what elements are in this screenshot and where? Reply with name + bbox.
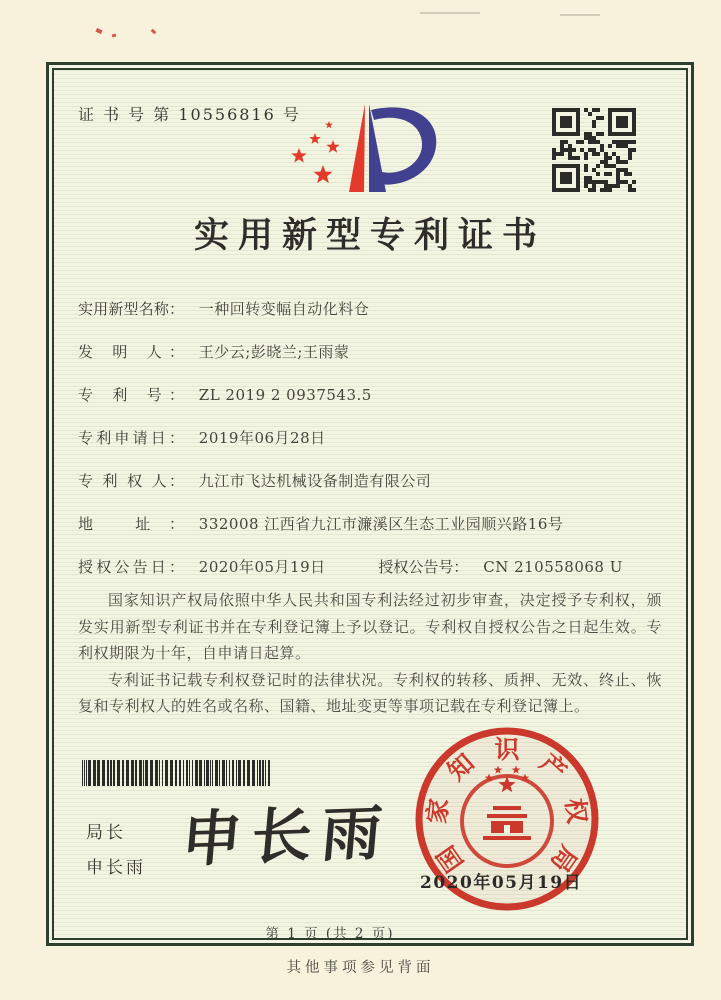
certificate-page xyxy=(52,68,688,940)
scan-artifact xyxy=(420,12,480,14)
field-label: 实用新型名称： xyxy=(78,300,184,318)
field-label: 发 明 人： xyxy=(78,343,184,361)
certificate-title: 实用新型专利证书 xyxy=(193,215,546,256)
certificate-frame xyxy=(46,62,694,946)
legal-paragraph-1: 国家知识产权局依照中华人民共和国专利法经过初步审查，决定授予专利权，颁发实用新型专利证书并在专利登记簿上予以登记。专利权自授权公告之日起生效。专利权期限为十年，自申请日起算。 xyxy=(78,591,662,662)
field-value: 九江市飞达机械设备制造有限公司 xyxy=(198,472,432,490)
signoff-block xyxy=(86,818,146,888)
svg-text:国: 国 xyxy=(431,840,470,878)
field-label: 地 址： xyxy=(78,515,184,533)
torn-edge-speck xyxy=(112,34,117,38)
field-value: 332008 江西省九江市濂溪区生态工业园顺兴路16号 xyxy=(198,515,564,533)
scan-artifact xyxy=(560,14,600,16)
field-row-patent-no xyxy=(78,386,666,404)
field-label: 授权公告日： xyxy=(78,558,184,576)
svg-text:识: 识 xyxy=(494,735,520,764)
field-rows xyxy=(78,300,666,601)
page-indicator: 第 1 页 (共 2 页) xyxy=(265,926,395,942)
field-row-inventors xyxy=(78,343,666,361)
field-row-address xyxy=(78,515,666,533)
field-row-name xyxy=(78,300,666,318)
handwritten-signature: 申长雨 xyxy=(178,797,395,876)
field-value: 2019年06月28日 xyxy=(198,429,326,447)
torn-edge-speck xyxy=(95,28,102,34)
field-label: 专 利 号： xyxy=(78,386,184,404)
svg-text:家: 家 xyxy=(422,796,454,826)
field-value: 一种回转变幅自动化料仓 xyxy=(198,300,370,318)
legal-paragraph-2: 专利证书记载专利权登记时的法律状况。专利权的转移、质押、无效、终止、恢复和专利权人的姓名或名称、国籍、地址变更等事项记载在专利登记簿上。 xyxy=(78,670,662,715)
signoff-role: 局长 xyxy=(86,823,126,843)
svg-text:知: 知 xyxy=(441,747,480,787)
field-value: 王少云;彭晓兰;王雨蒙 xyxy=(198,343,350,361)
field-label: 专 利 权 人： xyxy=(78,472,184,490)
field-row-patentee xyxy=(78,472,666,490)
cnipa-logo-icon xyxy=(279,98,449,200)
field-value: 2020年05月19日 xyxy=(198,558,326,576)
field-value: CN 210558068 U xyxy=(483,558,623,576)
torn-edge-speck xyxy=(151,29,157,35)
svg-text:局: 局 xyxy=(544,840,583,878)
svg-text:权: 权 xyxy=(560,796,592,826)
svg-text:产: 产 xyxy=(534,747,573,787)
seal-date: 2020年05月19日 xyxy=(420,873,583,893)
back-note: 其他事项参见背面 xyxy=(286,960,435,976)
barcode xyxy=(82,760,272,786)
legal-text xyxy=(78,587,662,720)
qr-code xyxy=(552,108,636,192)
field-label: 授权公告号： xyxy=(378,558,469,576)
field-row-filing-date xyxy=(78,429,666,447)
signoff-name: 申长雨 xyxy=(86,858,146,878)
field-value: ZL 2019 2 0937543.5 xyxy=(198,386,372,404)
certificate-number: 证 书 号 第 10556816 号 xyxy=(78,105,301,124)
field-label: 专利申请日： xyxy=(78,429,184,447)
field-row-grant xyxy=(78,558,666,576)
